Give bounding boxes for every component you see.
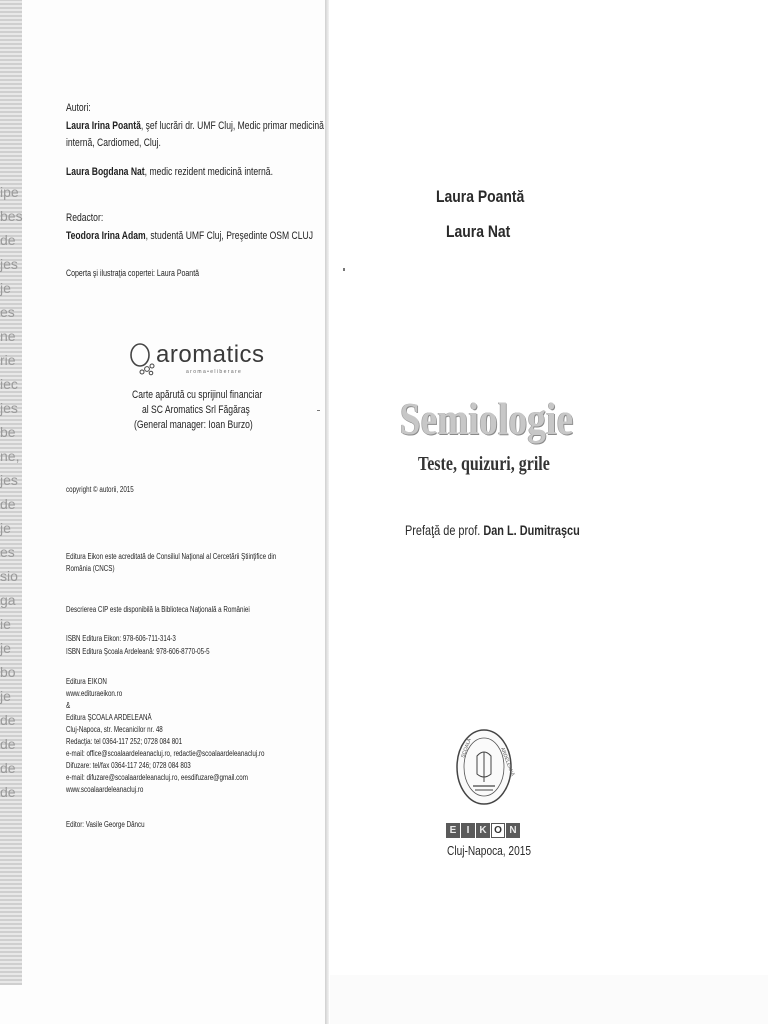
cover-credit: Coperta şi ilustraţia copertei: Laura Poantă bbox=[66, 268, 200, 278]
preface-line bbox=[405, 521, 580, 539]
publisher-line: e-mail: difuzare@scoalaardeleanacluj.ro, eesdifuzare@gmail.com bbox=[66, 773, 248, 782]
book-title: Semiologie bbox=[400, 393, 574, 444]
book-gutter bbox=[325, 0, 329, 1024]
sponsor-line-3: (General manager: Ioan Burzo) bbox=[134, 419, 253, 431]
aromatics-logo-text: aromatics bbox=[156, 341, 265, 368]
editor-line bbox=[66, 229, 313, 244]
sponsor-line-2: al SC Aromatics Srl Făgăraş bbox=[142, 404, 250, 416]
scan-speck bbox=[343, 268, 345, 271]
editor-name: Teodora Irina Adam bbox=[66, 230, 146, 242]
author1-name: Laura Irina Poantă bbox=[66, 120, 141, 132]
aromatics-logo-subtext: a r o m a • e l i b e r a r e bbox=[186, 369, 241, 375]
preface-label: Prefaţă de prof. bbox=[405, 522, 484, 538]
sponsor-line-1: Carte apărută cu sprijinul financiar bbox=[132, 389, 263, 401]
publisher-line: Redacţia: tel 0364-117 252; 0728 084 801 bbox=[66, 737, 183, 746]
isbn-scoala: ISBN Editura Şcoala Ardeleană: 978-606-8770-05-5 bbox=[66, 647, 210, 656]
editor-label: Redactor: bbox=[66, 212, 104, 224]
scan-speck bbox=[317, 410, 320, 411]
right-author-1: Laura Poantă bbox=[436, 187, 525, 206]
copyright: copyright © autorii, 2015 bbox=[66, 485, 134, 494]
author2-line bbox=[66, 165, 273, 180]
publisher-line: Difuzare: tel/fax 0364-117 246; 0728 084 803 bbox=[66, 761, 191, 770]
publisher-line: e-mail: office@scoalaardeleanacluj.ro, redactie@scoalaardeleanacluj.ro bbox=[66, 749, 265, 758]
bleed-through-text: ipe bes de jes je es ne rie iec jes be ne, jes de je es sio ga ie je bo je de de de de bbox=[0, 184, 23, 800]
author1-line bbox=[66, 119, 324, 134]
eikon-letter: I bbox=[461, 823, 475, 838]
eikon-logo bbox=[446, 823, 521, 838]
author1-desc-line2: internă, Cardiomed, Cluj. bbox=[66, 137, 161, 149]
right-page bbox=[330, 0, 768, 975]
eikon-letter: O bbox=[491, 823, 505, 838]
accreditation-line-2: România (CNCS) bbox=[66, 564, 115, 573]
scoala-ardeleana-seal-icon bbox=[455, 728, 516, 806]
publisher-line: & bbox=[66, 701, 71, 710]
author1-desc: , şef lucrări dr. UMF Cluj, Medic primar medicină bbox=[140, 120, 324, 132]
eikon-letter: K bbox=[476, 823, 490, 838]
book-subtitle: Teste, quizuri, grile bbox=[418, 453, 550, 475]
left-page bbox=[0, 0, 326, 1024]
publisher-line: Editura ŞCOALA ARDELEANĂ bbox=[66, 713, 152, 722]
cip-description: Descrierea CIP este disponibilă la Biblioteca Naţională a României bbox=[66, 605, 250, 614]
publisher-editor: Editor: Vasile George Dâncu bbox=[66, 820, 145, 829]
publisher-line: www.scoalaardeleanacluj.ro bbox=[66, 785, 144, 794]
eikon-letter: E bbox=[446, 823, 460, 838]
svg-text:ŞCOALA: ŞCOALA bbox=[460, 737, 473, 759]
aromatics-logo bbox=[128, 341, 265, 380]
publisher-line: Editura EIKON bbox=[66, 677, 107, 686]
publisher-line: Cluj-Napoca, str. Mecanicilor nr. 48 bbox=[66, 725, 163, 734]
svg-text:ARDELEANĂ: ARDELEANĂ bbox=[499, 746, 516, 778]
authors-label: Autori: bbox=[66, 102, 91, 114]
right-author-2: Laura Nat bbox=[446, 222, 511, 241]
author2-name: Laura Bogdana Nat bbox=[66, 166, 145, 178]
editor-desc: , studentă UMF Cluj, Preşedinte OSM CLUJ bbox=[145, 230, 313, 242]
author2-desc: , medic rezident medicină internă. bbox=[144, 166, 273, 178]
aromatics-logo-icon bbox=[128, 342, 158, 378]
right-page-bottom-edge bbox=[330, 975, 768, 1024]
preface-author: Dan L. Dumitraşcu bbox=[483, 522, 580, 538]
place-year: Cluj-Napoca, 2015 bbox=[447, 843, 531, 858]
eikon-letter: N bbox=[506, 823, 520, 838]
publisher-line: www.edituraeikon.ro bbox=[66, 689, 123, 698]
isbn-eikon: ISBN Editura Eikon: 978-606-711-314-3 bbox=[66, 634, 176, 643]
accreditation-line-1: Editura Eikon este acreditată de Consiliul Naţional al Cercetării Ştiinţifice din bbox=[66, 552, 277, 561]
